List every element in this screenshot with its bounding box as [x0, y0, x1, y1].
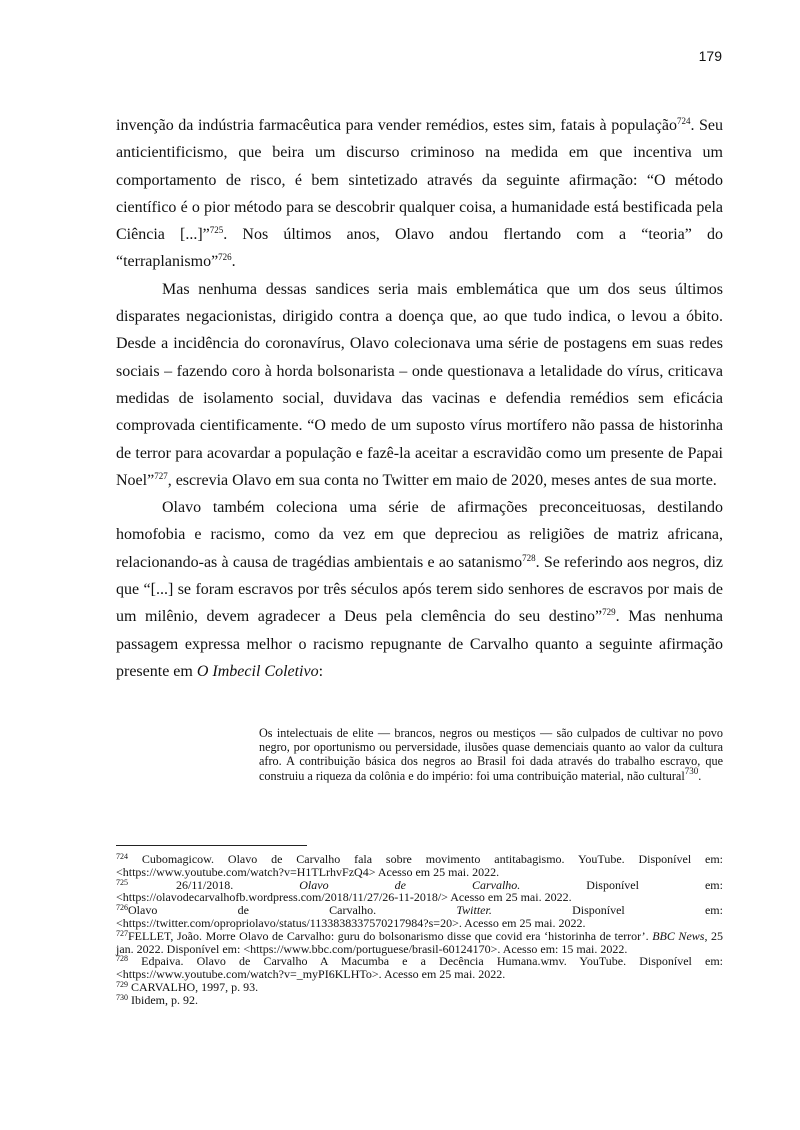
footnote-ref-725[interactable]: 725: [209, 225, 224, 236]
footnote-727: [116, 930, 723, 956]
p2-text-a: Mas nenhuma dessas sandices seria mais emblemática que um dos seus últimos disparates negacionistas, dirigido contra a doença que, ao que tudo indica, o levou a óbito. Desde a incidência do coronavírus, Olavo colecionava uma série de postagens em suas redes sociais – fazendo coro à horda bolsonarista – onde questionava a letalidade do vírus, criticava medidas de isolamento social, duvidava das vacinas e defendia remédios sem eficácia comprovada cientificamente. “O medo de um suposto vírus mortífero não passa de historinha de terror para acovardar a população e fazê-la aceitar a escravidão como um presente de Papai Noel”: [116, 280, 723, 489]
footnote-ref-724[interactable]: 724: [676, 116, 691, 126]
footnote-text: Disponível: [572, 903, 625, 918]
footnote-number: 730: [116, 992, 128, 1002]
footnote-724: [116, 853, 723, 866]
body-text: [116, 112, 723, 685]
footnote-ref-727[interactable]: 727: [154, 470, 168, 481]
p1-text-a: invenção da indústria farmacêutica para vender remédios, estes sim, fatais à população: [116, 117, 677, 134]
footnote-number: 724: [116, 852, 128, 861]
footnote-source: BBC News: [652, 928, 705, 943]
page-number: 179: [698, 48, 722, 64]
footnote-ref-728[interactable]: 728: [522, 552, 536, 563]
footnote-ref-729[interactable]: 729: [602, 607, 616, 618]
footnote-text: 26/11/2018.: [176, 877, 234, 892]
footnote-text: Edpaiva. Olavo de Carvalho A Macumba e a Decência Humana.wmv. YouTube. Disponível em:: [128, 954, 723, 969]
p3-text-b: . Se referindo aos negros, diz que “[...] se foram escravos por três séculos após terem sido senhores de escravos por mais de um milênio, devem agradecer a Deus pela clemência do seu destino”: [116, 553, 723, 626]
footnote-text: em:: [704, 877, 723, 892]
footnote-text: Carvalho.: [471, 877, 521, 892]
footnote-725-line2[interactable]: <https://olavodecarvalhofb.wordpress.com/2018/11/27/26-11-2018/> Acesso em 25 mai. 2022.: [116, 890, 572, 905]
footnote-text: Ibidem, p. 92.: [128, 992, 198, 1007]
paragraph-3: [116, 494, 723, 685]
footnote-text: Cubomagicow. Olavo de Carvalho fala sobre movimento antitabagismo. YouTube. Disponível em:: [128, 852, 723, 866]
footnotes: [116, 853, 723, 1007]
footnote-number: 726: [116, 903, 128, 913]
footnote-text: CARVALHO, 1997, p. 93.: [128, 979, 259, 994]
quote-end: .: [698, 768, 702, 783]
paragraph-2: [116, 276, 723, 494]
footnote-number: 727: [116, 928, 128, 938]
footnote-separator: [116, 845, 307, 846]
footnote-726-line2[interactable]: <https://twitter.com/opropriolavo/status/1133838337570217984?s=20>. Acesso em 25 mai. 2022.: [116, 915, 586, 930]
footnote-text: de: [237, 903, 249, 918]
p1-text-c: . Nos últimos anos, Olavo andou flertando com a “teoria” do “terraplanismo”: [116, 226, 724, 271]
book-title: O Imbecil Coletivo: [196, 662, 319, 680]
footnote-730: [116, 994, 723, 1007]
p2-text-b: , escrevia Olavo em sua conta no Twitter em maio de 2020, meses antes de sua morte.: [167, 471, 717, 489]
footnote-text: Olavo: [128, 903, 158, 918]
paragraph-1: [116, 112, 723, 276]
footnote-number: 725: [116, 877, 128, 887]
p3-text-d: :: [318, 662, 324, 680]
footnote-text: Twitter.: [456, 903, 492, 918]
p3-text-c: . Mas nenhuma passagem expressa melhor o racismo repugnante de Carvalho quanto a seguinte afirmação presente em: [116, 608, 723, 680]
footnote-ref-730[interactable]: 730: [684, 765, 699, 776]
p3-text-a: Olavo também coleciona uma série de afirmações preconceituosas, destilando homofobia e racismo, como da vez em que depreciou as religiões de matriz africana, relacionando-as à causa de tragédias ambientais e ao satanismo: [116, 499, 723, 571]
footnote-text: , 25 jan. 2022. Disponível em: <https://www.bbc.com/portuguese/brasil-60124170>. Acesso em: 15 mai. 2022.: [116, 928, 724, 956]
footnote-number: 729: [116, 979, 128, 989]
footnote-text: Disponível: [586, 877, 639, 892]
quote-text: Os intelectuais de elite — brancos, negros ou mestiços — são culpados de cultivar no povo negro, por oportunismo ou perversidade, ilusões quase demenciais quanto ao valor da cultura afro. A contribuição básica dos negros ao Brasil foi dada através do trabalho escravo, que construiu a riqueza da colônia e do império: foi uma contribuição material, não cultural: [259, 726, 723, 783]
footnote-text: Olavo: [299, 877, 329, 892]
footnote-text: de: [394, 877, 406, 892]
footnote-text: em:: [704, 903, 723, 918]
p1-text-d: .: [231, 253, 236, 271]
footnote-728-line2[interactable]: <https://www.youtube.com/watch?v=_myPI6KLHTo>. Acesso em 25 mai. 2022.: [116, 967, 506, 982]
footnote-729: [116, 981, 723, 994]
footnote-text: FELLET, João. Morre Olavo de Carvalho: guru do bolsonarismo disse que covid era ‘historinha de terror’.: [128, 928, 653, 943]
p1-text-b: . Seu anticientificismo, que beira um discurso criminoso na medida em que incentiva um comportamento de risco, é bem sintetizado através da seguinte afirmação: “O método científico é o pior método para se descobrir qualquer coisa, a humanidade está bestificada pela Ciência [...]”: [116, 117, 724, 244]
block-quote: [259, 726, 723, 783]
footnote-ref-726[interactable]: 726: [218, 252, 232, 263]
footnote-724-line2[interactable]: <https://www.youtube.com/watch?v=H1TLrhvFzQ4> Acesso em 25 mai. 2022.: [116, 864, 500, 879]
footnote-text: Carvalho.: [329, 903, 377, 918]
footnote-number: 728: [116, 954, 128, 964]
